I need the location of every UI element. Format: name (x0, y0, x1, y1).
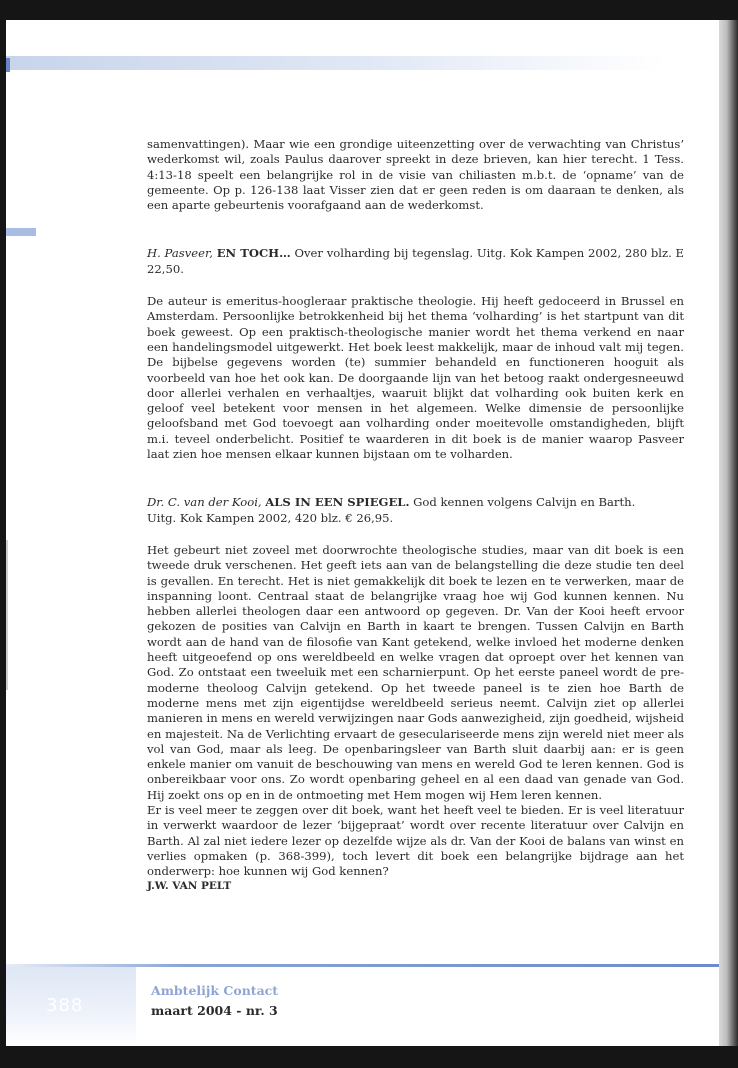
review2-body-part1: Het gebeurt niet zoveel met doorwrochte theologische studies, maar van dit boek is een tweede druk verschenen. Het geeft iets aan van de belangstelling die deze studie ten deel is gevallen. En terecht. Het is niet gemakkelijk dit boek te lezen en te verwerken, maar de inspanning loont. Centraal staat de belangrijke vraag hoe wij God kunnen kennen. Nu hebben allerlei theologen daar een antwoord op gegeven. Dr. Van der Kooi heeft ervoor gekozen de posities van Calvijn en Barth in kaart te brengen. Tussen Calvijn en Barth wordt aan de hand van de filosofie van Kant getekend, welke invloed het moderne denken heeft uitgeoefend op ons wereldbeeld en welke vragen dat oproept over het kennen van God. Zo ontstaat een tweeluik met een scharnierpunt. Op het eerste paneel wordt de pre-moderne theoloog Calvijn getekend. Op het tweede paneel is te zien hoe Barth de moderne mens met zijn eigentijdse wereldbeeld serieus neemt. Calvijn ziet op allerlei manieren in mens en wereld verwijzingen naar Gods aanwezigheid, zijn goedheid, wijsheid en majesteit. Na de Verlichting ervaart de geseculariseerde mens zijn wereld niet meer als vol van God, maar als leeg. De openbaringsleer van Barth sluit daarbij aan: er is geen enkele manier om vanuit de beschouwing van mens en wereld God te leren kennen. God is onbereikbaar voor ons. Zo wordt openbaring geheel en al een daad van genade van God. Hij zoekt ons op en in de ontmoeting met Hem mogen wij Hem leren kennen. (147, 542, 684, 802)
review1-author: H. Pasveer, (147, 246, 213, 261)
page-edge-strip (719, 20, 738, 1046)
review2-author: Dr. C. van der Kooi, (147, 495, 262, 510)
intro-paragraph: samenvattingen). Maar wie een grondige uiteenzetting over de verwachting van Christus’ wederkomst wil, zoals Paulus daarover spreekt in deze brieven, kan hier terecht. 1 Tess. 4:13-18 speelt een belangrijke rol in de visie van chiliasten m.b.t. de ‘opname’ van de gemeente. Op p. 126-138 laat Visser zien dat er geen reden is om daaraan te denken, als een aparte gebeurtenis voorafgaand aan de wederkomst. (147, 137, 684, 213)
review2-details-line1: God kennen volgens Calvijn en Barth. (409, 495, 636, 510)
review1-reference (147, 246, 684, 277)
article-body (147, 137, 684, 895)
review1-body: De auteur is emeritus-hoogleraar praktische theologie. Hij heeft gedoceerd in Brussel en Amsterdam. Persoonlijke betrokkenheid bij het thema ‘volharding’ is het startpunt van dit boek geweest. Op een praktisch-theologische manier wordt het thema verkend en naar een handelingsmodel uitgewerkt. Het boek leest makkelijk, maar de inhoud valt mij tegen. De bijbelse gegevens worden (te) summier behandeld en functioneren hooguit als voorbeeld van hoe het ook kan. De doorgaande lijn van het betoog raakt ondergesneeuwd door allerlei verhalen en verhaaltjes, waaruit blijkt dat volharding ook buiten kerk en geloof veel betekent voor mensen in het algemeen. Welke dimensie de persoonlijke geloofsband met God toevoegt aan volharding onder moeitevolle omstandigheden, blijft m.i. teveel onderbelicht. Positief te waarderen in dit boek is de manier waarop Pasveer laat zien hoe mensen elkaar kunnen bijstaan om te volharden. (147, 294, 684, 462)
review2-details-line2: Uitg. Kok Kampen 2002, 420 blz. € 26,95. (147, 510, 394, 525)
margin-line (6, 540, 8, 690)
page-number: 388 (46, 995, 84, 1016)
reviewer-signature: J.W. VAN PELT (147, 880, 232, 893)
header-band-marker (6, 58, 10, 72)
review2-reference (147, 495, 684, 526)
header-color-band (6, 56, 666, 70)
journal-name: Ambtelijk Contact (151, 983, 279, 998)
review2-title: ALS IN EEN SPIEGEL. (265, 495, 410, 510)
margin-color-mark (6, 228, 36, 236)
review1-title: EN TOCH… (216, 246, 291, 261)
review2-body-part2: Er is veel meer te zeggen over dit boek, want het heeft veel te bieden. Er is veel literatuur in verwerkt waardoor de lezer ‘bijgepraat’ wordt over recente literatuur over Calvijn en Barth. Al zal niet iedere lezer op dezelfde wijze als dr. Van der Kooi de balans van winst en verlies opmaken (p. 368-399), toch levert dit boek een belangrijke bijdrage aan het onderwerp: hoe kunnen wij God kennen? (147, 802, 684, 879)
review1-details: Over volharding bij tegenslag. Uitg. Kok Kampen 2002, 280 blz. E 22,50. (147, 246, 684, 276)
document-page (6, 20, 719, 1046)
journal-issue: maart 2004 - nr. 3 (151, 1003, 278, 1018)
